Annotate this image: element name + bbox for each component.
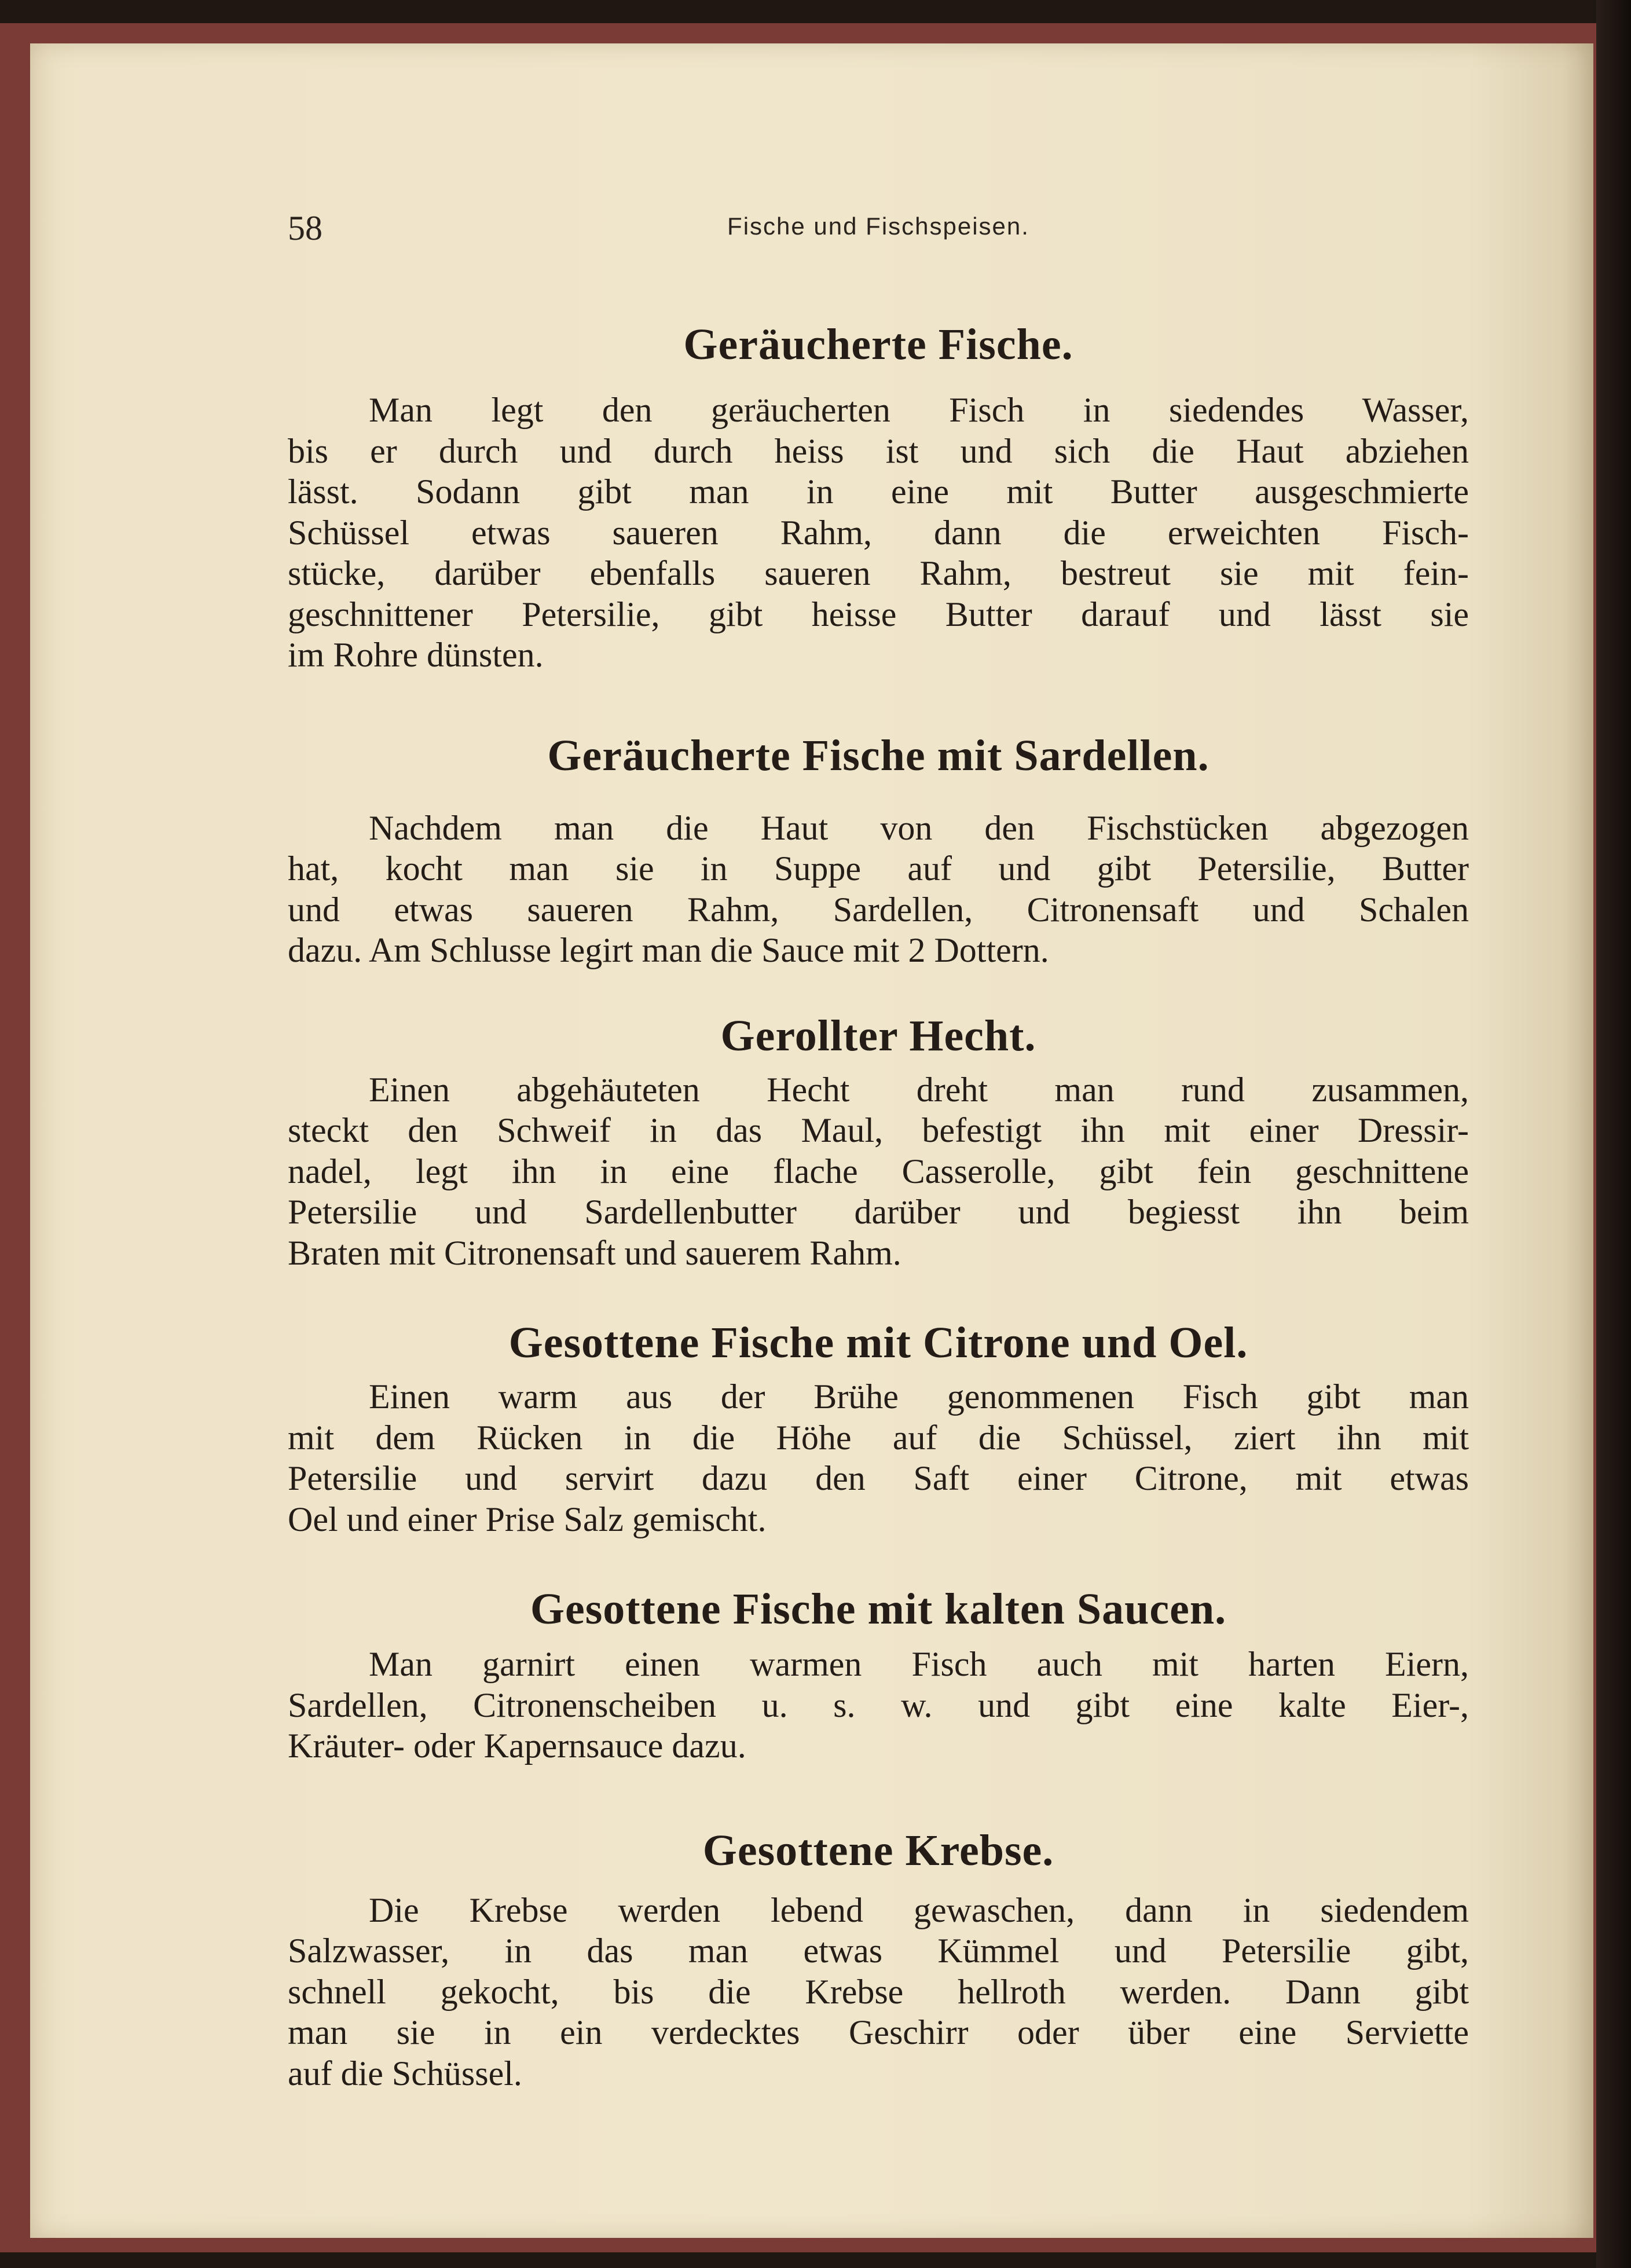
text-line: bis er durch und durch heiss ist und sich die Haut abziehen [288,431,1469,470]
text-line: stücke, darüber ebenfalls saueren Rahm, bestreut sie mit fein- [288,554,1469,592]
recipe-text [288,808,1469,971]
text-line: Petersilie und servirt dazu den Saft einer Citrone, mit etwas [288,1459,1469,1497]
book-cover-right [1596,0,1631,2268]
text-line: nadel, legt ihn in eine flache Casserolle, gibt fein geschnittene [288,1152,1469,1190]
recipe-heading: Gesottene Krebse. [702,1826,1054,1875]
recipe-text [288,1376,1469,1540]
text-line: Man legt den geräucherten Fisch in siedendes Wasser, [369,391,1469,429]
recipe-heading: Gesottene Fische mit Citrone und Oel. [508,1318,1248,1367]
text-line: lässt. Sodann gibt man in eine mit Butter ausgeschmierte [288,472,1469,511]
text-line: Schüssel etwas saueren Rahm, dann die erweichten Fisch- [288,513,1469,552]
recipe-text [288,390,1469,676]
page-text-block [288,43,1469,2238]
text-line: Braten mit Citronensaft und sauerem Rahm. [288,1233,901,1272]
text-line: Sardellen, Citronenscheiben u. s. w. und gibt eine kalte Eier-, [288,1686,1469,1724]
text-line: mit dem Rücken in die Höhe auf die Schüssel, ziert ihn mit [288,1418,1469,1457]
text-line: schnell gekocht, bis die Krebse hellroth werden. Dann gibt [288,1972,1469,2011]
text-line: und etwas saueren Rahm, Sardellen, Citronensaft und Schalen [288,890,1469,929]
text-line: man sie in ein verdecktes Geschirr oder über eine Serviette [288,2013,1469,2051]
recipe-heading: Geräucherte Fische. [683,320,1073,369]
page-content [288,316,1469,2094]
recipe-heading: Geräucherte Fische mit Sardellen. [547,731,1209,780]
recipe-text [288,1644,1469,1767]
recipe-text [288,1069,1469,1274]
text-line: Einen warm aus der Brühe genommenen Fisch gibt man [369,1377,1469,1416]
running-title: Fische und Fischspeisen. [727,212,1029,240]
text-line: hat, kocht man sie in Suppe auf und gibt Petersilie, Butter [288,849,1469,888]
text-line: dazu. Am Schlusse legirt man die Sauce mit 2 Dottern. [288,931,1049,969]
text-line: Oel und einer Prise Salz gemischt. [288,1500,767,1538]
book-page [30,43,1593,2238]
recipe-heading: Gerollter Hecht. [720,1011,1036,1060]
text-line: geschnittener Petersilie, gibt heisse Butter darauf und lässt sie [288,595,1469,633]
text-line: Kräuter- oder Kapernsauce dazu. [288,1727,746,1765]
text-line: Nachdem man die Haut von den Fischstücken abgezogen [369,808,1469,847]
recipe-text [288,1890,1469,2094]
text-line: auf die Schüssel. [288,2054,522,2093]
recipe-heading: Gesottene Fische mit kalten Saucen. [530,1585,1227,1633]
text-line: steckt den Schweif in das Maul, befestigt ihn mit einer Dressir- [288,1111,1469,1149]
text-line: Petersilie und Sardellenbutter darüber und begiesst ihn beim [288,1193,1469,1231]
text-line: Salzwasser, in das man etwas Kümmel und Petersilie gibt, [288,1932,1469,1970]
text-line: Man garnirt einen warmen Fisch auch mit harten Eiern, [369,1645,1469,1683]
page-number: 58 [288,209,322,247]
text-line: Einen abgehäuteten Hecht dreht man rund zusammen, [369,1070,1469,1109]
text-line: Die Krebse werden lebend gewaschen, dann in siedendem [369,1890,1469,1929]
text-line: im Rohre dünsten. [288,636,544,674]
